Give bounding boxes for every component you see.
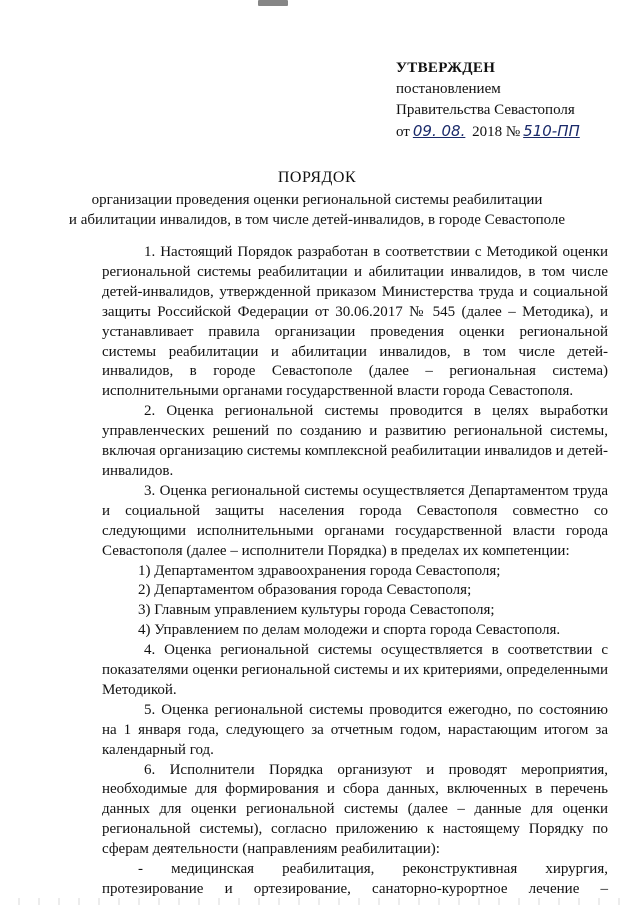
paragraph-1: 1. Настоящий Порядок разработан в соответствии с Методикой оценки региональной системы реабилитации и абилитации инвалидов, в том числе детей-инвалидов, утвержденной приказом Министерства труда и социальной защиты Российской Федерации от 30.06.2017 № 545 (далее – Методика), и устанавливает правила организации проведения оценки региональной системы реабилитации и абилитации инвалидов, в том числе детей-инвалидов, в городе Севастополе (далее – региональная система) исполнительными органами государственной власти города Севастополя. [102,244,608,400]
approval-line-2: Правительства Севастополя [396,102,575,118]
paragraph-2: 2. Оценка региональной системы проводится в целях выработки управленческих решений по созданию и развитию региональной системы, включая организацию системы комплексной реабилитации инвалидов и детей-инвалидов. [102,403,608,479]
approval-year: 2018 № [472,124,521,140]
handwritten-number: 510-ПП [523,122,580,140]
list-item-2: 2) Департаментом образования города Севастополя; [138,582,472,599]
paragraph-4: 4. Оценка региональной системы осуществляется в соответствии с показателями оценки региональной системы и их критериями, определенными Методикой. [102,642,608,698]
document-subtitle-line-1: организации проведения оценки региональной системы реабилитации [91,192,543,208]
scan-mark [258,0,288,6]
document-title: ПОРЯДОК [277,169,357,186]
paragraph-5: 5. Оценка региональной системы проводится ежегодно, по состоянию на 1 января года, следующего за отчетным годом, нарастающим итогом за календарный год. [102,701,608,758]
paragraph-6: 6. Исполнители Порядка организуют и проводят мероприятия, необходимые для формирования и сбора данных, включенных в перечень данных для оценки региональной системы (далее – данные для оценки региональной системы), согласно приложению к настоящему Порядку по сферам деятельности (направлениям реабилитации): [102,761,608,858]
approval-date-line [396,121,583,143]
list-item-4: 4) Управлением по делам молодежи и спорта города Севастополя. [138,622,561,639]
document-body [102,243,608,900]
paragraph-3: 3. Оценка региональной системы осуществляется Департаментом труда и социальной защиты населения города Севастополя совместно со следующими исполнительными органами государственной власти города Севастополя (далее – исполнители Порядка) в пределах их компетенции: [102,482,608,559]
approval-line-1: постановлением [396,81,501,97]
handwritten-date: 09. 08. [412,122,466,140]
approval-stamp [396,58,583,143]
date-prefix: от [396,124,410,140]
paragraph-6-item: - медицинская реабилитация, реконструктивная хирургия, протезирование и ортезирование, санаторно-курортное лечение – [102,861,608,897]
approval-title: УТВЕРЖДЕН [396,60,496,76]
scan-edge [0,898,634,905]
list-item-1: 1) Департаментом здравоохранения города Севастополя; [138,562,501,579]
list-item-3: 3) Главным управлением культуры города Севастополя; [138,602,495,619]
document-heading [0,168,634,230]
document-subtitle-line-2: и абилитации инвалидов, в том числе детей-инвалидов, в городе Севастополе [68,212,566,228]
